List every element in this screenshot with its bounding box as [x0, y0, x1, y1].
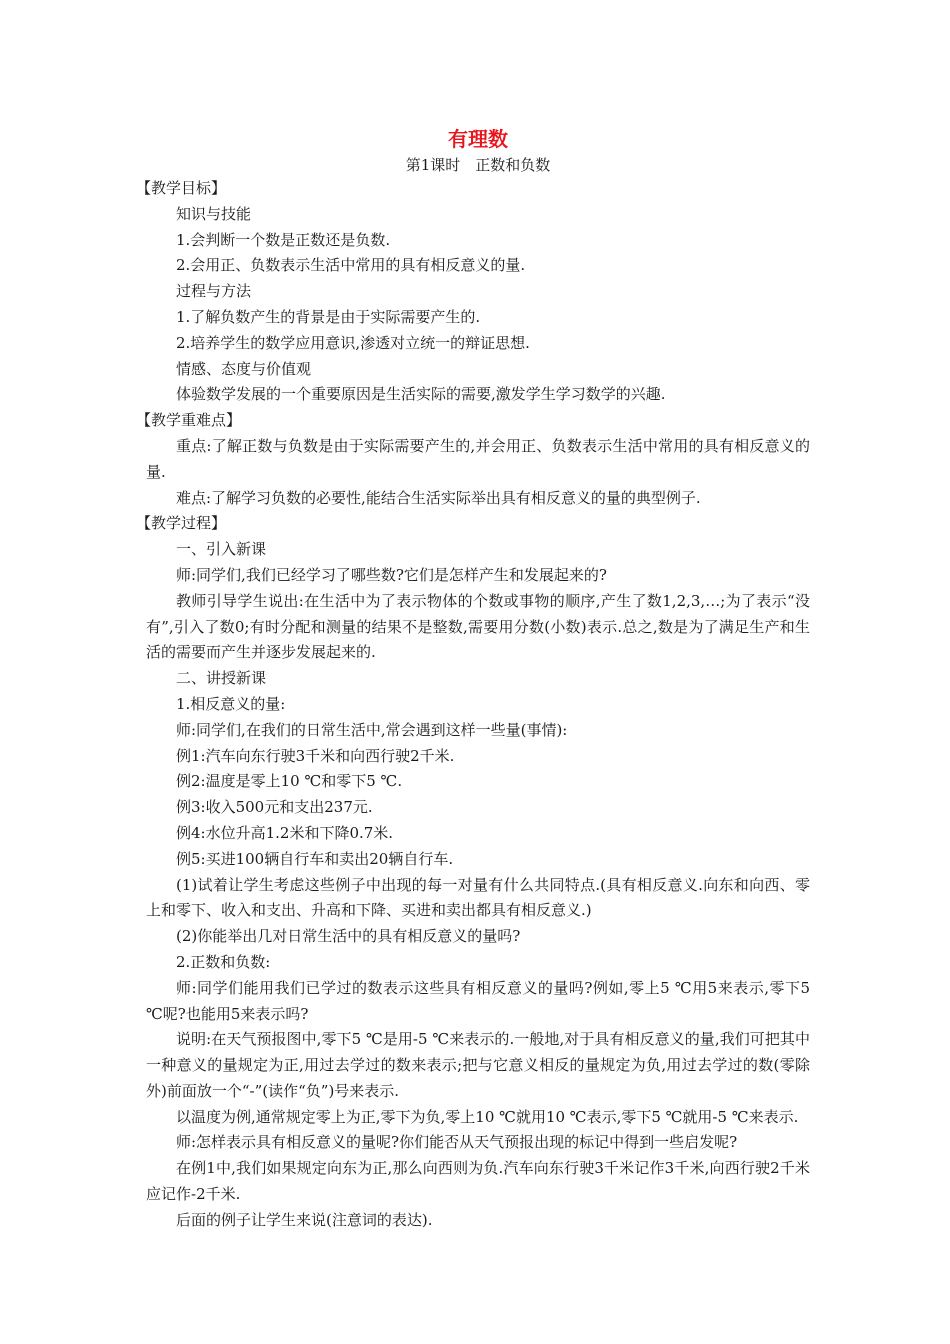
paragraph: (1)试着让学生考虑这些例子中出现的每一对量有什么共同特点.(具有相反意义.向东和向西、零上和零下、收入和支出、升高和下降、买进和卖出都具有相反意义.) [146, 875, 810, 920]
section-heading: 【教学目标】 [136, 179, 227, 197]
text-line: 师:怎样表示具有相反意义的量呢?你们能否从天气预报出现的标记中得到一些启发呢? [176, 1133, 738, 1152]
text-line: 1.会判断一个数是正数还是负数. [176, 230, 391, 249]
document-page [136, 124, 810, 1234]
text-line: 1.相反意义的量: [176, 694, 286, 713]
paragraph: 在例1中,我们如果规定向东为正,那么向西则为负.汽车向东行驶3千米记作3千米,向西行驶2千米应记作-2千米. [146, 1159, 810, 1204]
paragraph: 重点:了解正数与负数是由于实际需要产生的,并会用正、负数表示生活中常用的具有相反意义的量. [146, 436, 810, 481]
text-line: (2)你能举出几对日常生活中的具有相反意义的量吗? [176, 927, 521, 946]
paragraph: 说明:在天气预报图中,零下5 ℃是用-5 ℃来表示的.一般地,对于具有相反意义的量,我们可把其中一种意义的量规定为正,用过去学过的数来表示;把与它意义相反的量规定为负,用过去学过的数(零除外)前面放一个“-”(读作“负”)号来表示. [146, 1030, 810, 1100]
text-line: 后面的例子让学生来说(注意词的表达). [176, 1210, 433, 1229]
text-line: 例4:水位升高1.2米和下降0.7米. [176, 823, 394, 842]
paragraph: 以温度为例,通常规定零上为正,零下为负,零上10 ℃就用10 ℃表示,零下5 ℃就用-5 ℃来表示. [176, 1107, 799, 1126]
text-line: 知识与技能 [176, 204, 252, 223]
document-subtitle: 第1课时 正数和负数 [405, 156, 551, 174]
document-body [136, 176, 810, 1234]
text-line: 例1:汽车向东行驶3千米和向西行驶2千米. [176, 746, 455, 765]
text-line: 师:同学们,在我们的日常生活中,常会遇到这样一些量(事情): [176, 720, 568, 739]
text-line: 例5:买进100辆自行车和卖出20辆自行车. [176, 849, 454, 868]
text-line: 师:同学们,我们已经学习了哪些数?它们是怎样产生和发展起来的? [176, 565, 607, 584]
paragraph: 难点:了解学习负数的必要性,能结合生活实际举出具有相反意义的量的典型例子. [176, 488, 701, 507]
document-title: 有理数 [448, 127, 508, 151]
text-line: 例2:温度是零上10 ℃和零下5 ℃. [176, 772, 403, 791]
text-line: 体验数学发展的一个重要原因是生活实际的需要,激发学生学习数学的兴趣. [176, 385, 666, 404]
paragraph: 师:同学们能用我们已学过的数表示这些具有相反意义的量吗?例如,零上5 ℃用5来表示,零下5 ℃呢?也能用5来表示吗? [146, 978, 810, 1023]
text-line: 过程与方法 [176, 282, 252, 301]
text-line: 例3:收入500元和支出237元. [176, 798, 373, 817]
text-line: 1.了解负数产生的背景是由于实际需要产生的. [176, 307, 481, 326]
text-line: 二、讲授新课 [176, 669, 267, 688]
paragraph: 教师引导学生说出:在生活中为了表示物体的个数或事物的顺序,产生了数1,2,3,…;为了表示“没有”,引入了数0;有时分配和测量的结果不是整数,需要用分数(小数)表示.总之,数是为了满足生产和生活的需要而产生并逐步发展起来的. [146, 591, 810, 662]
text-line: 情感、态度与价值观 [176, 359, 312, 378]
section-heading: 【教学重难点】 [136, 411, 242, 430]
text-line: 2.正数和负数: [176, 952, 271, 971]
text-line: 一、引入新课 [176, 540, 267, 559]
section-heading: 【教学过程】 [136, 514, 227, 533]
text-line: 2.会用正、负数表示生活中常用的具有相反意义的量. [176, 256, 526, 275]
text-line: 2.培养学生的数学应用意识,渗透对立统一的辩证思想. [176, 333, 530, 352]
